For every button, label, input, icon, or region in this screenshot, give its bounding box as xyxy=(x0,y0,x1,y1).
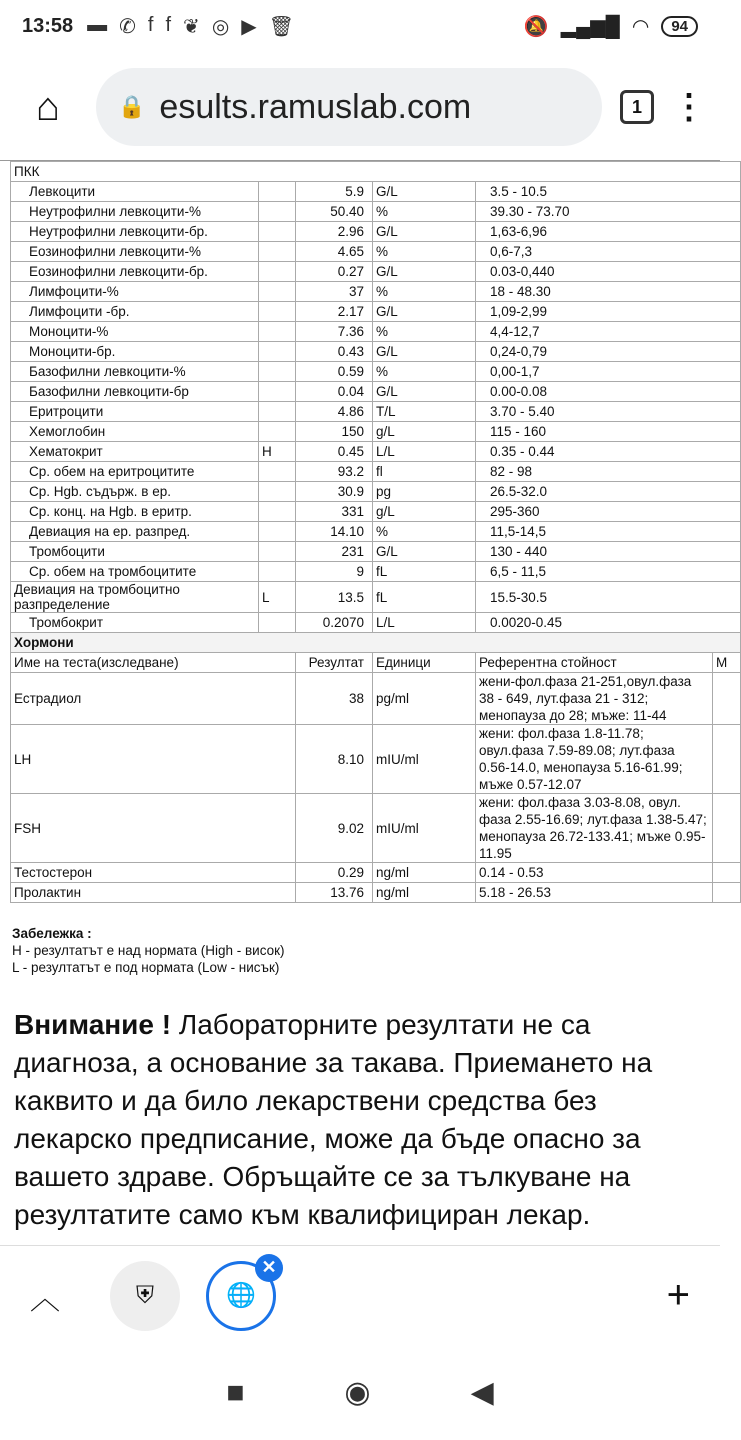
table-row xyxy=(11,462,741,482)
reference: 82 - 98 xyxy=(476,462,741,482)
test-name: Хематокрит xyxy=(11,442,259,462)
table-row xyxy=(11,282,741,302)
note-title: Забележка : xyxy=(12,926,92,941)
method xyxy=(713,883,741,903)
result: 30.9 xyxy=(296,482,373,502)
result: 4.65 xyxy=(296,242,373,262)
result: 8.10 xyxy=(296,725,373,794)
table-row xyxy=(11,673,741,725)
table-row xyxy=(11,502,741,522)
reference: 0,00-1,7 xyxy=(476,362,741,382)
tab-thumbnail-active[interactable] xyxy=(206,1257,277,1331)
reference: 6,5 - 11,5 xyxy=(476,562,741,582)
trash-icon: 🗑 xyxy=(268,15,295,38)
warning-body: Лабораторните резултати не са диагноза, а основание за такава. Приемането на каквито и да било лекарствени средства без лекарско предписание, може да бъде опасно за вашето здраве. Обръщайте се за тълкуване на резултатите само към квалифициран лекар. xyxy=(14,1009,653,1230)
test-name: Тромбокрит xyxy=(11,613,259,633)
units: % xyxy=(373,522,476,542)
result: 0.45 xyxy=(296,442,373,462)
flag xyxy=(259,422,296,442)
reference: 3.5 - 10.5 xyxy=(476,182,741,202)
units: G/L xyxy=(373,182,476,202)
table-row xyxy=(11,863,741,883)
units: ng/ml xyxy=(373,863,476,883)
table-row xyxy=(11,222,741,242)
units: L/L xyxy=(373,442,476,462)
flag xyxy=(259,522,296,542)
address-bar[interactable] xyxy=(96,68,602,146)
test-name: Лимфоцити-% xyxy=(11,282,259,302)
table-row xyxy=(11,725,741,794)
globe-icon: 🌐 xyxy=(226,1282,256,1309)
result: 13.76 xyxy=(296,883,373,903)
reference: 0.14 - 0.53 xyxy=(476,863,713,883)
table-row xyxy=(11,613,741,633)
section-title-cbc: ПКК xyxy=(11,162,741,182)
units: g/L xyxy=(373,502,476,522)
result: 0.43 xyxy=(296,342,373,362)
flag xyxy=(259,542,296,562)
units: G/L xyxy=(373,302,476,322)
table-row xyxy=(11,794,741,863)
result: 2.17 xyxy=(296,302,373,322)
units: T/L xyxy=(373,402,476,422)
flag: H xyxy=(259,442,296,462)
table-row xyxy=(11,442,741,462)
test-name: Неутрофилни левкоцити-% xyxy=(11,202,259,222)
test-name: Лимфоцити -бр. xyxy=(11,302,259,322)
flag xyxy=(259,402,296,422)
signal-icon: ▂▄▆█ xyxy=(560,15,620,38)
facebook-icon: f xyxy=(147,13,154,36)
result: 7.36 xyxy=(296,322,373,342)
system-nav-bar xyxy=(0,1345,720,1440)
reference: 26.5-32.0 xyxy=(476,482,741,502)
table-row xyxy=(11,542,741,562)
reference: 295-360 xyxy=(476,502,741,522)
table-row xyxy=(11,362,741,382)
units: G/L xyxy=(373,262,476,282)
test-name: Ср. конц. на Hgb. в еритр. xyxy=(11,502,259,522)
flag xyxy=(259,362,296,382)
result: 150 xyxy=(296,422,373,442)
flag xyxy=(259,502,296,522)
result: 13.5 xyxy=(296,582,373,613)
reference: 115 - 160 xyxy=(476,422,741,442)
message-icon: ▬ xyxy=(87,13,108,36)
units: mIU/ml xyxy=(373,725,476,794)
units: ng/ml xyxy=(373,883,476,903)
table-row xyxy=(11,322,741,342)
header-test-name: Име на теста(изследване) xyxy=(11,653,296,673)
flag xyxy=(259,282,296,302)
reference: 0.0020-0.45 xyxy=(476,613,741,633)
flag xyxy=(259,222,296,242)
test-name: Еозинофилни левкоцити-бр. xyxy=(11,262,259,282)
flag xyxy=(259,562,296,582)
test-name: FSH xyxy=(11,794,296,863)
reference: 1,09-2,99 xyxy=(476,302,741,322)
units: G/L xyxy=(373,542,476,562)
table-row xyxy=(11,342,741,362)
result: 9 xyxy=(296,562,373,582)
url-text: esults.ramuslab.com xyxy=(159,87,472,126)
flag xyxy=(259,322,296,342)
test-name: Еритроцити xyxy=(11,402,259,422)
table-row xyxy=(11,242,741,262)
header-reference: Референтна стойност xyxy=(476,653,713,673)
units: % xyxy=(373,242,476,262)
reference: 4,4-12,7 xyxy=(476,322,741,342)
back-icon[interactable]: ◀ xyxy=(470,1376,494,1409)
header-result: Резултат xyxy=(296,653,373,673)
method xyxy=(713,863,741,883)
status-bar xyxy=(0,0,720,52)
more-menu-icon[interactable]: ⋮ xyxy=(672,88,706,126)
units: % xyxy=(373,362,476,382)
result: 14.10 xyxy=(296,522,373,542)
reference: 0.35 - 0.44 xyxy=(476,442,741,462)
flag: L xyxy=(259,582,296,613)
test-name: Моноцити-% xyxy=(11,322,259,342)
notification-icons xyxy=(87,14,294,39)
result: 2.96 xyxy=(296,222,373,242)
flag xyxy=(259,482,296,502)
header-units: Единици xyxy=(373,653,476,673)
warning-title: Внимание ! xyxy=(14,1009,172,1040)
leaf-icon: ❦ xyxy=(183,15,200,38)
facebook-icon: f xyxy=(165,13,172,36)
reference: жени: фол.фаза 1.8-11.78; овул.фаза 7.59-89.08; лут.фаза 0.56-14.0, менопауза 5.16-61.99; мъже 0.57-12.07 xyxy=(476,725,713,794)
reference: 0.03-0,440 xyxy=(476,262,741,282)
reference: 0,6-7,3 xyxy=(476,242,741,262)
flag xyxy=(259,262,296,282)
method xyxy=(713,794,741,863)
method xyxy=(713,673,741,725)
reference: 3.70 - 5.40 xyxy=(476,402,741,422)
wifi-icon: ◠ xyxy=(631,15,650,38)
table-row xyxy=(11,582,741,613)
result: 0.2070 xyxy=(296,613,373,633)
table-row xyxy=(11,883,741,903)
units: pg xyxy=(373,482,476,502)
lab-logo-icon: ⛨ xyxy=(136,1281,154,1309)
reference: жени-фол.фаза 21-251,овул.фаза 38 - 649, лут.фаза 21 - 312; менопауза до 28; мъже: 11-44 xyxy=(476,673,713,725)
units: % xyxy=(373,282,476,302)
result: 0.59 xyxy=(296,362,373,382)
flag xyxy=(259,382,296,402)
result: 331 xyxy=(296,502,373,522)
close-tab-icon[interactable]: ✕ xyxy=(255,1254,283,1282)
test-name: Моноцити-бр. xyxy=(11,342,259,362)
instagram-icon: ◎ xyxy=(211,15,230,38)
table-row xyxy=(11,482,741,502)
section-title-hormones: Хормони xyxy=(11,633,741,653)
units: fL xyxy=(373,562,476,582)
youtube-icon: ▶ xyxy=(241,15,257,38)
flag xyxy=(259,342,296,362)
result: 0.27 xyxy=(296,262,373,282)
result: 5.9 xyxy=(296,182,373,202)
units: L/L xyxy=(373,613,476,633)
tab-strip xyxy=(0,1245,720,1345)
reference: 0,24-0,79 xyxy=(476,342,741,362)
units: fl xyxy=(373,462,476,482)
result: 4.86 xyxy=(296,402,373,422)
note-high: H - резултатът е над нормата (High - висок) xyxy=(12,943,285,958)
test-name: Ср. Hgb. съдърж. в ер. xyxy=(11,482,259,502)
warning-text xyxy=(14,1006,706,1234)
test-name: Тестостерон xyxy=(11,863,296,883)
flag xyxy=(259,202,296,222)
reference: 1,63-6,96 xyxy=(476,222,741,242)
page-content[interactable] xyxy=(0,160,728,1245)
home-icon[interactable]: ⌂ xyxy=(35,84,61,129)
table-row xyxy=(11,382,741,402)
reference: 11,5-14,5 xyxy=(476,522,741,542)
table-row xyxy=(11,402,741,422)
reference: 18 - 48.30 xyxy=(476,282,741,302)
table-row xyxy=(11,182,741,202)
units: g/L xyxy=(373,422,476,442)
header-method: М xyxy=(713,653,741,673)
flag xyxy=(259,302,296,322)
result: 231 xyxy=(296,542,373,562)
units: pg/ml xyxy=(373,673,476,725)
reference: жени: фол.фаза 3.03-8.08, овул. фаза 2.55-16.69; лут.фаза 1.38-5.47; менопауза 26.72-133.41; мъже 0.95-11.95 xyxy=(476,794,713,863)
result: 9.02 xyxy=(296,794,373,863)
flag xyxy=(259,613,296,633)
test-name: Девиация на ер. разпред. xyxy=(11,522,259,542)
flag xyxy=(259,182,296,202)
result: 0.29 xyxy=(296,863,373,883)
method xyxy=(713,725,741,794)
browser-toolbar xyxy=(0,52,720,162)
test-name: LH xyxy=(11,725,296,794)
test-name: Пролактин xyxy=(11,883,296,903)
test-name: Хемоглобин xyxy=(11,422,259,442)
test-name: Левкоцити xyxy=(11,182,259,202)
units: G/L xyxy=(373,382,476,402)
result: 50.40 xyxy=(296,202,373,222)
units: G/L xyxy=(373,222,476,242)
test-name: Еозинофилни левкоцити-% xyxy=(11,242,259,262)
table-row xyxy=(11,202,741,222)
lock-icon: 🔒 xyxy=(118,94,146,119)
test-name: Девиация на тромбоцитно разпределение xyxy=(11,582,259,613)
new-tab-plus-icon[interactable]: + xyxy=(666,1273,690,1317)
legend-note xyxy=(12,925,708,976)
test-name: Ср. обем на тромбоцитите xyxy=(11,562,259,582)
reference: 130 - 440 xyxy=(476,542,741,562)
result: 93.2 xyxy=(296,462,373,482)
test-name: Базофилни левкоцити-% xyxy=(11,362,259,382)
table-header xyxy=(11,653,741,673)
test-name: Естрадиол xyxy=(11,673,296,725)
test-name: Ср. обем на еритроцитите xyxy=(11,462,259,482)
home-button-icon[interactable]: ◉ xyxy=(344,1376,371,1409)
result: 37 xyxy=(296,282,373,302)
results-table xyxy=(10,161,741,903)
recents-icon[interactable]: ■ xyxy=(226,1375,245,1409)
clock: 13:58 xyxy=(22,14,74,37)
reference: 0.00-0.08 xyxy=(476,382,741,402)
flag xyxy=(259,462,296,482)
units: fL xyxy=(373,582,476,613)
table-row xyxy=(11,262,741,282)
note-low: L - резултатът е под нормата (Low - нисък) xyxy=(12,960,280,975)
flag xyxy=(259,242,296,262)
test-name: Тромбоцити xyxy=(11,542,259,562)
units: G/L xyxy=(373,342,476,362)
reference: 39.30 - 73.70 xyxy=(476,202,741,222)
test-name: Неутрофилни левкоцити-бр. xyxy=(11,222,259,242)
mute-icon: 🔕 xyxy=(523,15,549,38)
tab-thumbnail-lab[interactable] xyxy=(110,1261,180,1331)
units: % xyxy=(373,322,476,342)
viber-icon: ✆ xyxy=(119,15,136,38)
units: mIU/ml xyxy=(373,794,476,863)
battery-icon: 94 xyxy=(661,16,698,37)
table-row xyxy=(11,562,741,582)
test-name: Базофилни левкоцити-бр xyxy=(11,382,259,402)
table-row xyxy=(11,422,741,442)
units: % xyxy=(373,202,476,222)
tab-switcher-button[interactable]: 1 xyxy=(620,90,654,124)
table-row xyxy=(11,522,741,542)
result: 0.04 xyxy=(296,382,373,402)
chevron-up-icon[interactable]: ︿ xyxy=(30,1282,60,1316)
result: 38 xyxy=(296,673,373,725)
reference: 15.5-30.5 xyxy=(476,582,741,613)
reference: 5.18 - 26.53 xyxy=(476,883,713,903)
table-row xyxy=(11,302,741,322)
